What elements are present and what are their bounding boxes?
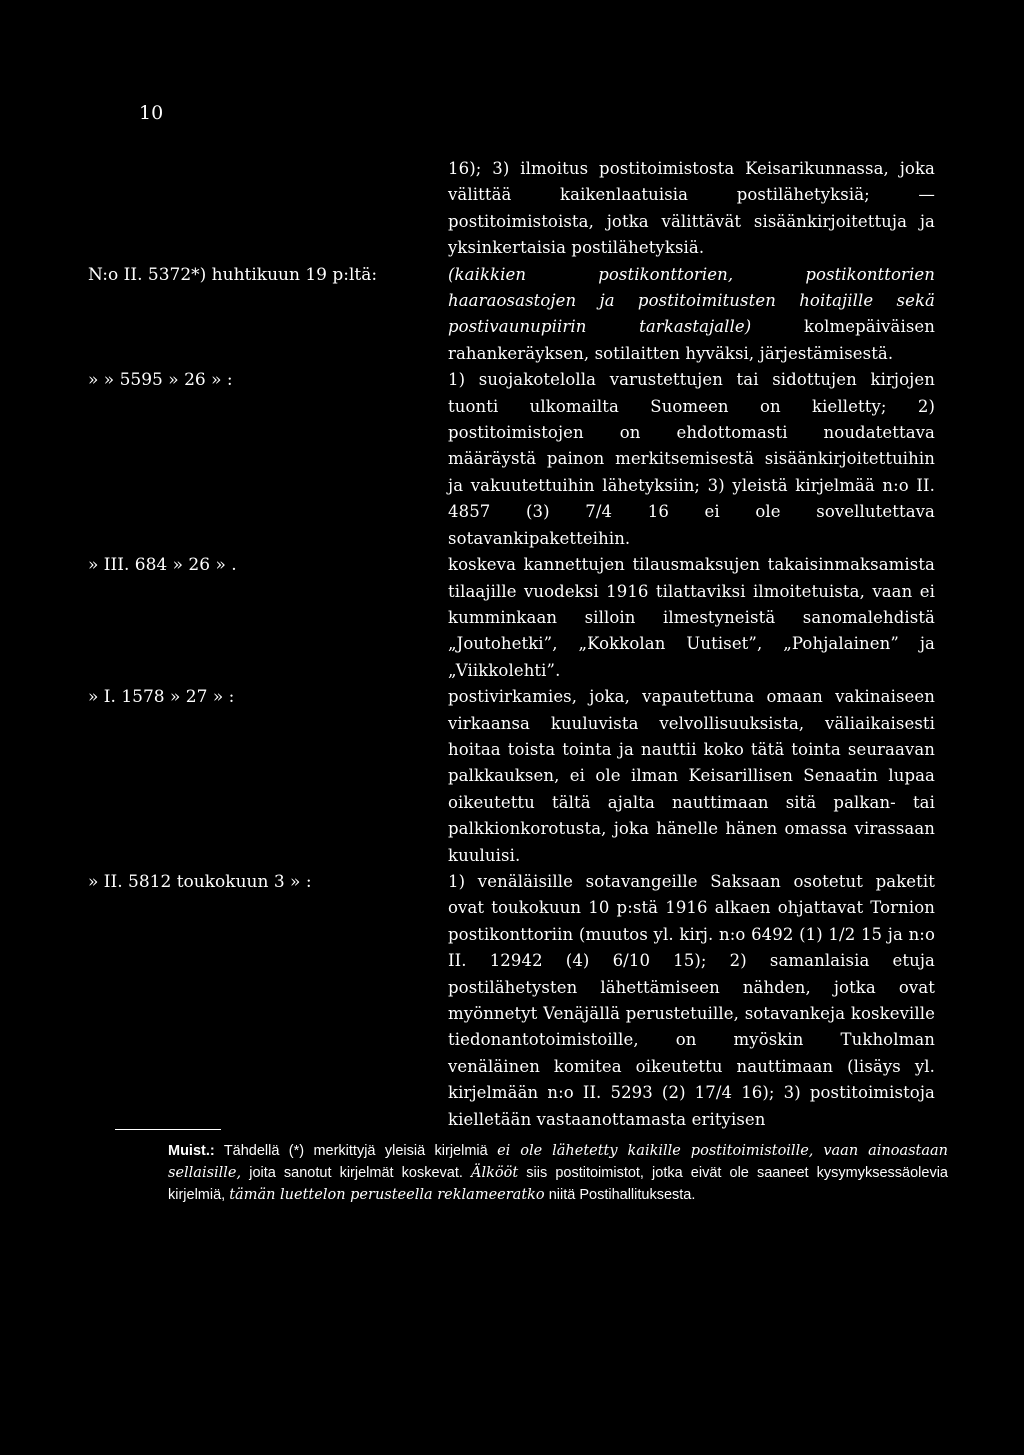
entry-5812 [0,869,1024,1133]
entry-1578 [0,684,1024,869]
entry-label: » I. 1578 » 27 » : [88,687,235,708]
entry-5372 [0,262,1024,368]
entry-body: 1) venäläisille sotavangeille Saksaan osotetut paketit ovat toukokuun 10 p:stä 1916 alkaen ohjattavat Tornion postikonttoriin (muutos yl. kirj. n:o 6492 (1) 1/2 15 ja n:o II. 12942 (4) 6/10 15); 2) samanlaisia etuja postilähetysten lähettämiseen nähden, jotka ovat myönnetyt Venäjällä perustetuille, sotavankeja koskeville tiedonantotoimistoille, on myöskin Tukholman venäläinen komitea oikeutettu nauttimaan (lisäys yl. kirjelmään n:o II. 5293 (2) 17/4 16); 3) postitoimistoja kielletään vastaanottamasta erityisen [448,871,935,1129]
entry-continuation [0,156,1024,262]
footnote-lead: Muist.: [168,1143,215,1159]
entry-684 [0,552,1024,684]
entry-body-italic: (kaikkien postikonttorien, postikonttorien haaraosastojen ja postitoimitusten hoitajille sekä postivaunupiirin tarkastajalle) [448,264,935,337]
entry-label: » » 5595 » 26 » : [88,370,233,391]
footnote [168,1140,948,1206]
entry-label: » III. 684 » 26 » . [88,555,237,576]
entry-body-text: kolmepäiväisen rahankeräyksen, sotilaitten hyväksi, järjestämisestä. [448,317,935,363]
footnote-text: niitä Postihallituksesta. [544,1187,696,1203]
entry-body: 16); 3) ilmoitus postitoimistosta Keisarikunnassa, joka välittää kaikenlaatuisia postilähetyksiä; — postitoimistoista, jotka välittävät sisäänkirjoitettuja ja yksinkertaisia postilähetyksiä. [448,159,935,258]
entry-body: 1) suojakotelolla varustettujen tai sidottujen kirjojen tuonti ulkomailta Suomeen on kielletty; 2) postitoimistojen on ehdottomasti noudatettava määräystä painon merkitsemisestä sisäänkirjoitettuihin ja vakuutettuihin lähetyksiin; 3) yleistä kirjelmää n:o II. 4857 (3) 7/4 16 ei ole sovellutettava sotavankipaketteihin. [448,370,935,548]
footnote-divider [115,1129,221,1130]
footnote-text: joita sanotut kirjelmät koskevat. [241,1165,471,1181]
entry-label: N:o II. 5372*) huhtikuun 19 p:ltä: [88,264,378,285]
footnote-italic: ei ole lähetetty kaikille postitoimistoille, vaan ainoastaan sellaisille, [168,1143,948,1181]
page-number: 10 [139,102,164,124]
entry-body [448,262,935,368]
entry-body: postivirkamies, joka, vapautettuna omaan vakinaiseen virkaansa kuuluvista velvollisuuksista, väliaikaisesti hoitaa toista tointa ja nauttii koko tätä tointa seuraavan palkkauksen, ei ole ilman Keisarillisen Senaatin lupaa oikeutettu tältä ajalta nauttimaan sitä palkan- tai palkkionkorotusta, joka hänelle hänen omassa virassaan kuuluisi. [448,687,935,865]
entry-5595 [0,367,1024,552]
footnote-text: Tähdellä (*) merkittyjä yleisiä kirjelmiä [214,1143,498,1159]
footnote-italic: tämän luettelon perusteella reklameeratko [229,1187,545,1203]
entry-label: » II. 5812 toukokuun 3 » : [88,871,312,892]
footnote-italic: Älkööt [471,1165,519,1181]
document-body [0,156,1024,1133]
footnote-text: siis postitoimistot, jotka eivät ole saaneet kysymyksessäolevia kirjelmiä, [168,1165,948,1203]
entry-body: koskeva kannettujen tilausmaksujen takaisinmaksamista tilaajille vuodeksi 1916 tilattaviksi ilmoitetuista, vaan ei kumminkaan silloin ilmestyneistä sanomalehdistä „Joutohetki”, „Kokkolan Uutiset”, „Pohjalainen” ja „Viikkolehti”. [448,555,935,680]
